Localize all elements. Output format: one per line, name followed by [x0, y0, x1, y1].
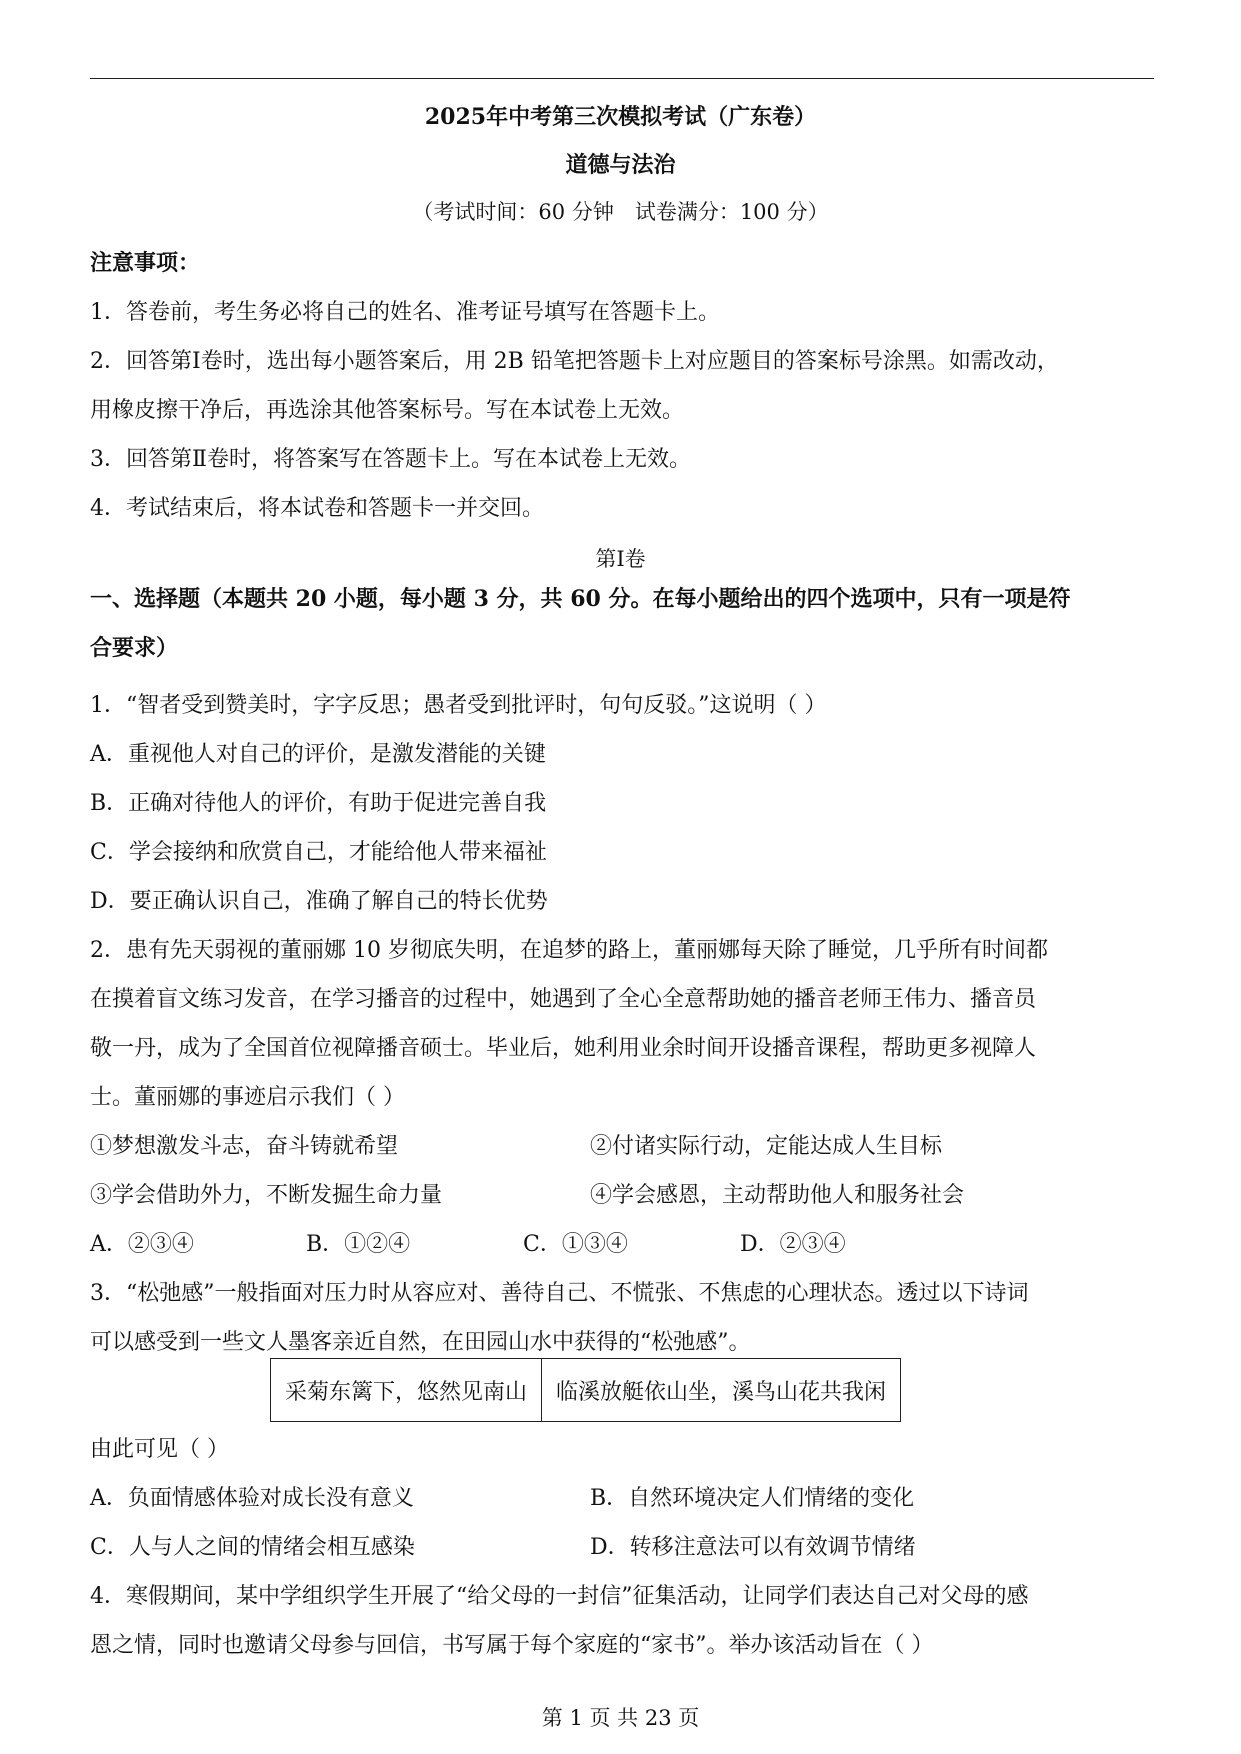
question-3-option-c: C．人与人之间的情绪会相互感染 [90, 1535, 415, 1560]
question-1-option-d: D．要正确认识自己，准确了解自己的特长优势 [90, 889, 548, 914]
question-2-option-a: A．②③④ [90, 1232, 194, 1257]
poem-table [270, 1358, 901, 1422]
notice-line: 用橡皮擦干净后，再选涂其他答案标号。写在本试卷上无效。 [90, 398, 685, 423]
question-2-stem: 在摸着盲文练习发音，在学习播音的过程中，她遇到了全心全意帮助她的播音老师王伟力、播音员 [90, 987, 1037, 1012]
notice-heading: 注意事项： [90, 250, 201, 276]
notice-line: 4．考试结束后，将本试卷和答题卡一并交回。 [90, 496, 544, 521]
question-1-option-c: C．学会接纳和欣赏自己，才能给他人带来福祉 [90, 840, 547, 865]
question-2-stem: 2．患有先天弱视的董丽娜 10 岁彻底失明，在追梦的路上，董丽娜每天除了睡觉，几乎所有时间都 [90, 938, 1048, 963]
question-2-option-d: D．②③④ [740, 1232, 846, 1257]
notice-line: 3．回答第Ⅱ卷时，将答案写在答题卡上。写在本试卷上无效。 [90, 447, 691, 472]
question-1-stem: 1．“智者受到赞美时，字字反思；愚者受到批评时，句句反驳。”这说明（ ） [90, 693, 827, 718]
question-2-item: ④学会感恩，主动帮助他人和服务社会 [590, 1183, 965, 1208]
question-3-lead: 由此可见（ ） [90, 1437, 229, 1462]
section-heading: 合要求） [90, 635, 179, 661]
section-heading: 一、选择题（本题共 20 小题，每小题 3 分，共 60 分。在每小题给出的四个选项中，只有一项是符 [90, 586, 1071, 612]
question-2-option-b: B．①②④ [306, 1232, 411, 1257]
page-footer: 第 1 页 共 23 页 [541, 1706, 700, 1730]
question-3-option-a: A．负面情感体验对成长没有意义 [90, 1486, 414, 1511]
question-2-item: ③学会借助外力，不断发掘生命力量 [90, 1183, 443, 1208]
question-1-option-a: A．重视他人对自己的评价，是激发潜能的关键 [90, 742, 546, 767]
question-1-option-b: B．正确对待他人的评价，有助于促进完善自我 [90, 791, 547, 816]
header-rule [90, 78, 1154, 79]
exam-subject: 道德与法治 [565, 152, 676, 178]
question-2-option-c: C．①③④ [523, 1232, 628, 1257]
question-2-stem: 士。董丽娜的事迹启示我们（ ） [90, 1085, 405, 1110]
notice-line: 2．回答第Ⅰ卷时，选出每小题答案后，用 2B 铅笔把答题卡上对应题目的答案标号涂黑。如需改动， [90, 349, 1059, 374]
question-2-item: ①梦想激发斗志，奋斗铸就希望 [90, 1134, 399, 1159]
question-4-stem: 恩之情，同时也邀请父母参与回信，书写属于每个家庭的“家书”。举办该活动旨在（ ） [90, 1633, 934, 1658]
poem-cell: 采菊东篱下，悠然见南山 [271, 1359, 542, 1422]
question-3-option-d: D．转移注意法可以有效调节情绪 [590, 1535, 916, 1560]
poem-cell: 临溪放艇依山坐，溪鸟山花共我闲 [542, 1359, 901, 1422]
notice-line: 1．答卷前，考生务必将自己的姓名、准考证号填写在答题卡上。 [90, 300, 720, 325]
question-3-stem: 3．“松弛感”一般指面对压力时从容应对、善待自己、不慌张、不焦虑的心理状态。透过以下诗词 [90, 1281, 1029, 1306]
question-3-option-b: B．自然环境决定人们情绪的变化 [590, 1486, 915, 1511]
question-2-item: ②付诸实际行动，定能达成人生目标 [590, 1134, 943, 1159]
question-3-stem: 可以感受到一些文人墨客亲近自然，在田园山水中获得的“松弛感”。 [90, 1330, 751, 1355]
volume-heading: 第Ⅰ卷 [595, 547, 646, 571]
exam-meta: （考试时间：60 分钟 试卷满分：100 分） [412, 200, 829, 224]
question-4-stem: 4．寒假期间，某中学组织学生开展了“给父母的一封信”征集活动，让同学们表达自己对父母的感 [90, 1584, 1029, 1609]
question-2-stem: 敬一丹，成为了全国首位视障播音硕士。毕业后，她利用业余时间开设播音课程，帮助更多视障人 [90, 1036, 1037, 1061]
exam-title: 2025年中考第三次模拟考试（广东卷） [424, 104, 817, 130]
